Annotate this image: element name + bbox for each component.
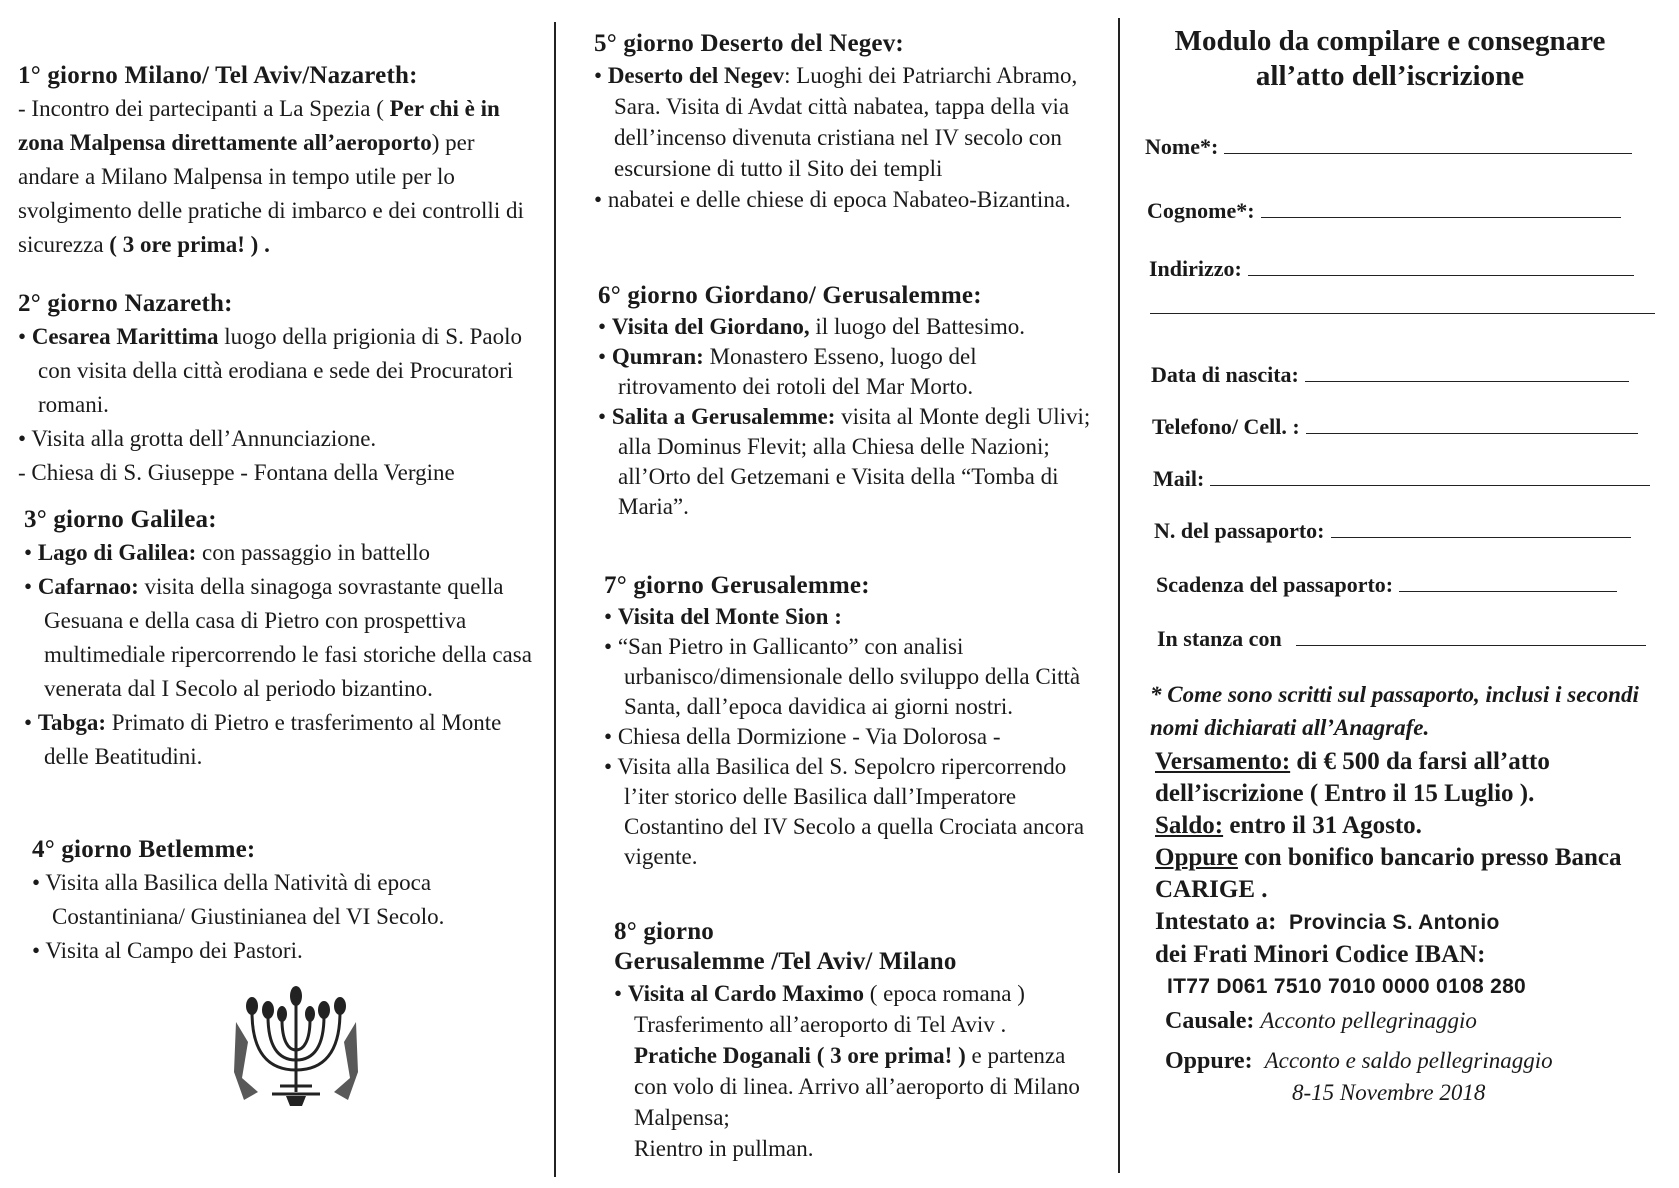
day-1: [18, 62, 538, 262]
list-item: • Qumran: Monastero Esseno, luogo del ritrovamento dei rotoli del Mar Morto.: [598, 344, 977, 399]
list-item: • Lago di Galilea: con passaggio in battello: [24, 540, 431, 565]
day-8-title: 8° giorno: [614, 918, 714, 945]
list-item: • Cafarnao: visita della sinagoga sovrastante quella Gesuana e della casa di Pietro con prospettiva multimediale ripercorrendo le fasi storiche della casa venerata dal I Secolo al periodo bizantino.: [24, 574, 532, 701]
list-item: • Visita del Monte Sion :: [604, 604, 842, 629]
day-1-text: - Incontro dei partecipanti a La Spezia ( Per chi è in zona Malpensa direttamente all’aeroporto) per andare a Milano Malpensa in tempo utile per lo svolgimento delle pratiche di imbarco e dei controlli di sicurezza ( 3 ore prima! ) .: [18, 96, 524, 257]
day-7: [604, 572, 1094, 872]
list-item: • Visita alla grotta dell’Annunciazione.: [18, 426, 377, 451]
cognome-field[interactable]: Cognome*:: [1147, 198, 1621, 224]
day-5: [594, 30, 1104, 215]
list-item: • Visita alla Basilica del S. Sepolcro ripercorrendo l’iter storico delle Basilica dall’Imperatore Costantino del IV Secolo a quella Crociata ancora vigente.: [604, 754, 1085, 869]
list-item: • Visita al Cardo Maximo ( epoca romana ): [614, 981, 1025, 1006]
form-title: Modulo da compilare e consegnare all’atto dell’iscrizione: [1174, 25, 1606, 92]
payment-info: Versamento: di € 500 da farsi all’atto dell’iscrizione ( Entro il 15 Luglio ). Saldo: entro il 31 Agosto. Oppure con bonifico bancario presso Banca CARIGE . Intestato a: Provincia S. Antonio dei Frati Minori Codice IBAN: IT77 D061 7510 7010 0000 0108 280: [1155, 746, 1675, 1003]
day-1-title: 1° giorno Milano/ Tel Aviv/Nazareth:: [18, 62, 418, 89]
oppure-causale-date: 8-15 Novembre 2018: [1292, 1080, 1486, 1105]
day-3: [24, 506, 544, 774]
nome-field[interactable]: Nome*:: [1145, 134, 1632, 160]
list-item: • Chiesa della Dormizione - Via Dolorosa -: [604, 724, 1001, 749]
list-item: • Deserto del Negev: Luoghi dei Patriarchi Abramo, Sara. Visita di Avdat città nabatea, tappa della via dell’incenso divenuta cristiana nel IV secolo con escursione di tutto il Sito dei templi: [594, 63, 1078, 181]
column-divider-1: [554, 22, 556, 1177]
list-item: • Visita al Campo dei Pastori.: [32, 938, 303, 963]
passport-expiry-field[interactable]: Scadenza del passaporto:: [1156, 572, 1617, 598]
day-7-title: 7° giorno Gerusalemme:: [604, 572, 870, 599]
day-6-title: 6° giorno Giordano/ Gerusalemme:: [598, 282, 982, 309]
day-8-text: Trasferimento all’aeroporto di Tel Aviv . Pratiche Doganali ( 3 ore prima! ) e partenza con volo di linea. Arrivo all’aeroporto di Milano Malpensa; Rientro in pullman.: [634, 1012, 1080, 1161]
indirizzo-field[interactable]: Indirizzo:: [1149, 256, 1634, 282]
list-item: • nabatei e delle chiese di epoca Nabateo-Bizantina.: [594, 187, 1071, 212]
list-item: • Tabga: Primato di Pietro e trasferimento al Monte delle Beatitudini.: [24, 710, 502, 769]
column-divider-2: [1118, 18, 1120, 1173]
day-4-title: 4° giorno Betlemme:: [32, 836, 256, 863]
indirizzo-field-line2[interactable]: [1150, 312, 1655, 320]
day-5-title: 5° giorno Deserto del Negev:: [594, 30, 904, 57]
passport-number-field[interactable]: N. del passaporto:: [1154, 518, 1631, 544]
list-item: • Salita a Gerusalemme: visita al Monte degli Ulivi; alla Dominus Flevit; alla Chiesa delle Nazioni; all’Orto del Getzemani e Visita della “Tomba di Maria”.: [598, 404, 1091, 519]
room-with-field[interactable]: In stanza con: [1157, 626, 1646, 652]
list-item: - Chiesa di S. Giuseppe - Fontana della Vergine: [18, 460, 455, 485]
passport-note: * Come sono scritti sul passaporto, inclusi i secondi nomi dichiarati all’Anagrafe.: [1150, 682, 1639, 740]
iban-code: IT77 D061 7510 7010 0000 0108 280: [1167, 975, 1527, 998]
list-item: • Visita del Giordano, il luogo del Battesimo.: [598, 314, 1025, 339]
mail-field[interactable]: Mail:: [1153, 466, 1650, 492]
day-4: [32, 836, 532, 968]
oppure-causale: Oppure: Acconto e saldo pellegrinaggio: [1165, 1048, 1553, 1074]
phone-field[interactable]: Telefono/ Cell. :: [1152, 414, 1638, 440]
causale: Causale: Acconto pellegrinaggio: [1165, 1008, 1477, 1034]
menorah-emblem-icon: [228, 982, 364, 1108]
list-item: • “San Pietro in Gallicanto” con analisi urbanisco/dimensionale dello sviluppo della Città Santa, dall’epoca davidica ai giorni nostri.: [604, 634, 1081, 719]
day-8-route: Gerusalemme /Tel Aviv/ Milano: [614, 948, 957, 975]
day-8: [614, 918, 1104, 1164]
list-item: • Visita alla Basilica della Natività di epoca Costantiniana/ Giustinianea del VI Secolo.: [32, 870, 445, 929]
day-2-title: 2° giorno Nazareth:: [18, 290, 233, 317]
day-6: [598, 282, 1098, 522]
day-2: [18, 290, 538, 490]
day-3-title: 3° giorno Galilea:: [24, 506, 217, 533]
list-item: • Cesarea Marittima luogo della prigionia di S. Paolo con visita della città erodiana e sede dei Procuratori romani.: [18, 324, 522, 417]
birthdate-field[interactable]: Data di nascita:: [1151, 362, 1629, 388]
